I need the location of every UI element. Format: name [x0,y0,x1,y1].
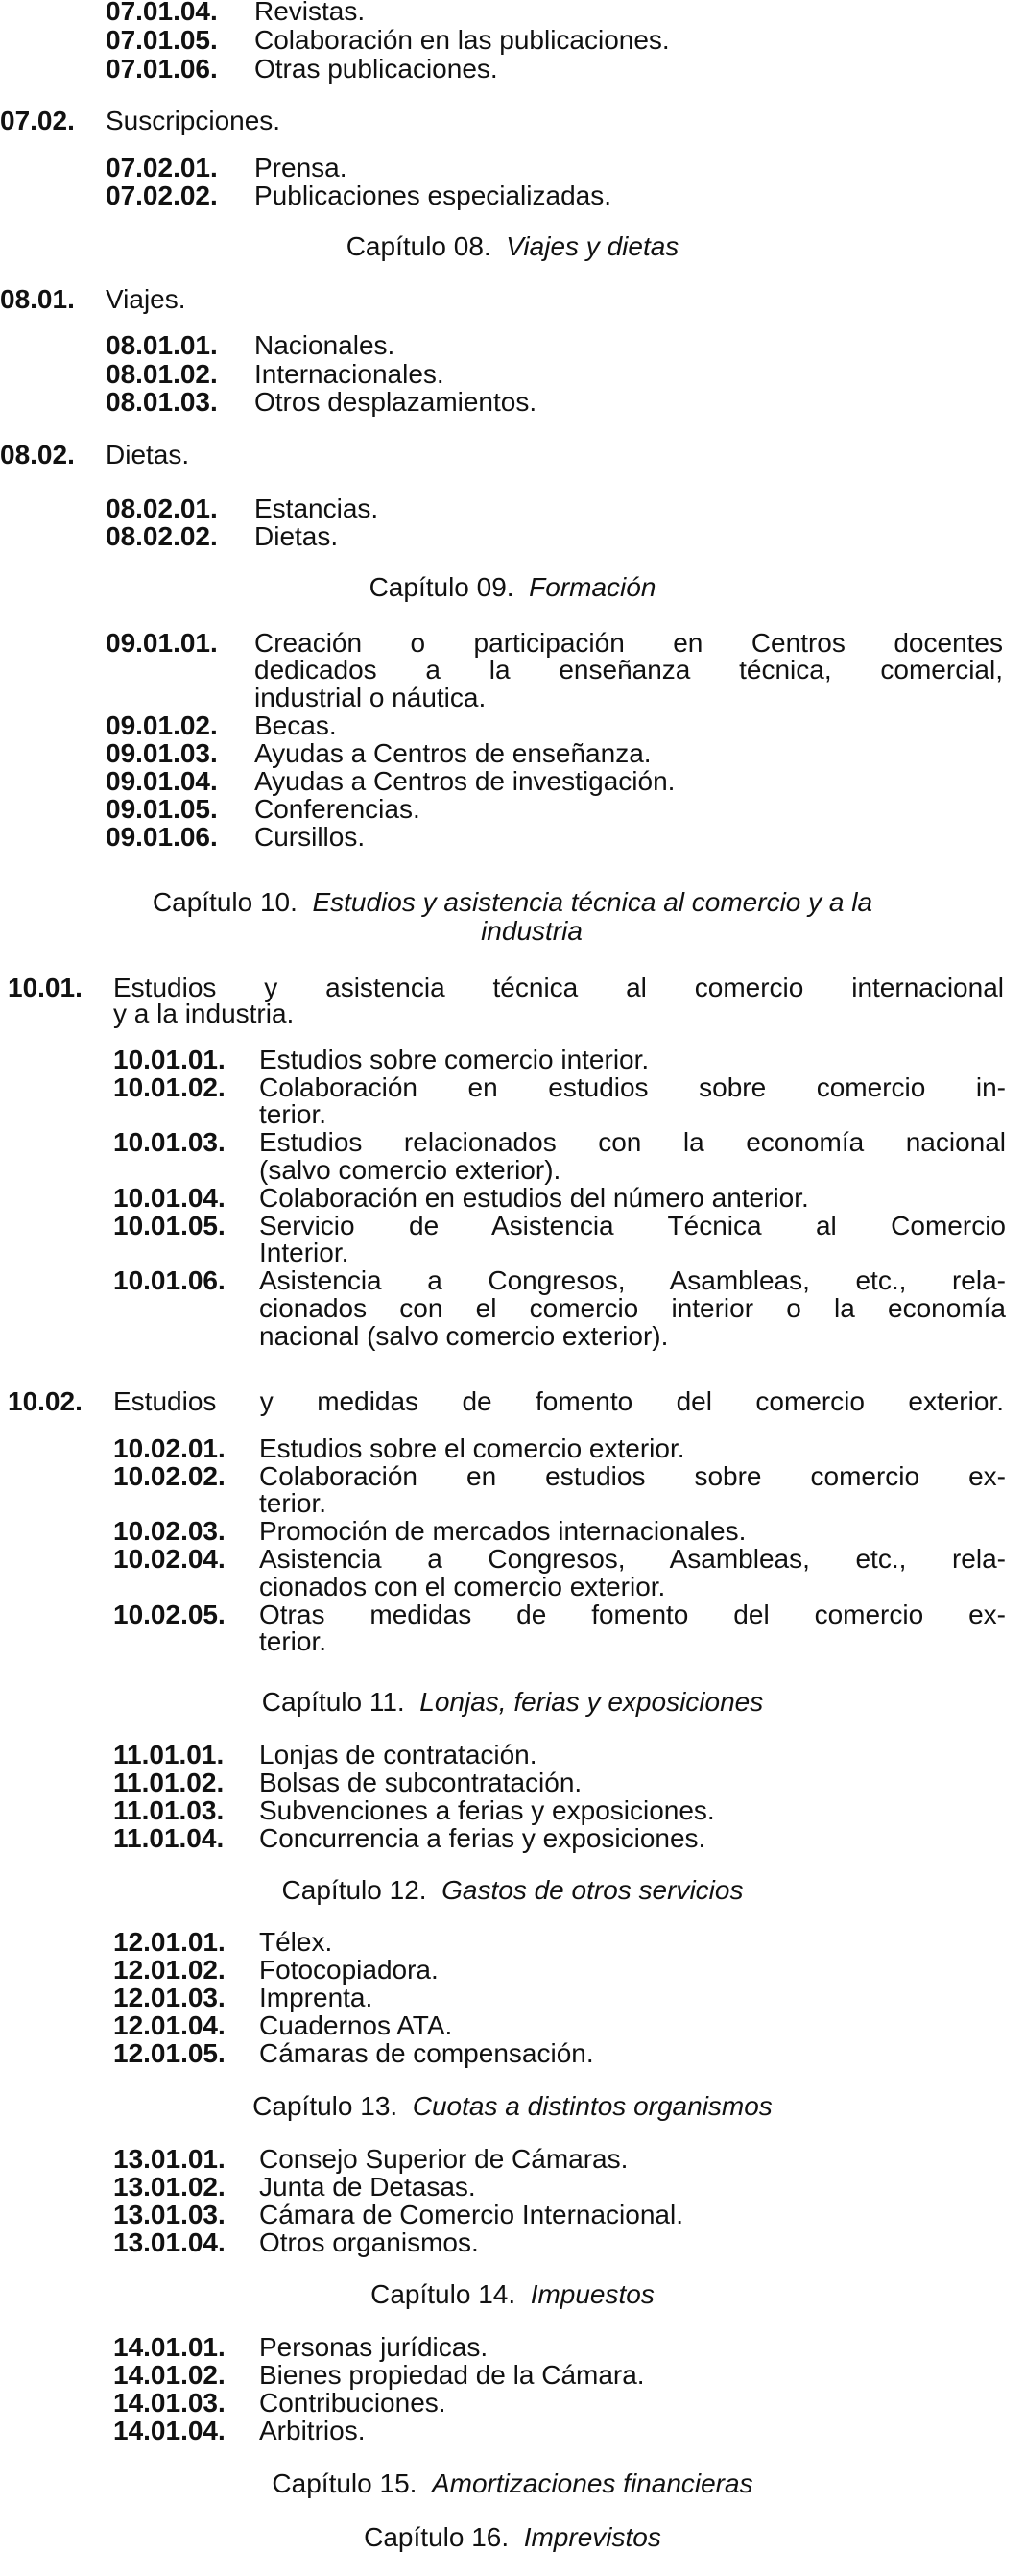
chapter-title-continuation: industria [481,916,583,946]
chapter-title: Capítulo 10. Estudios y asistencia técnica al comercio y a la [152,887,873,917]
chapter-title: Capítulo 11. Lonjas, ferias y exposiciones [261,1687,764,1717]
chapter-title: Capítulo 15. Amortizaciones financieras [272,2468,753,2498]
chapter-title: Capítulo 12. Gastos de otros servicios [281,1875,744,1905]
chapter-title: Capítulo 16. Imprevistos [364,2522,661,2552]
chapter-title: Capítulo 08. Viajes y dietas [346,231,679,261]
document-page: 07.01.04. Revistas. 07.01.05. Colaboración en las publicaciones. 07.01.06. Otras publicaciones. 07.02. Suscripciones. 07.02.01. Prensa. 07.02.02. Publicaciones especializadas. Capítulo 08. Viajes y dietas 08.01. Viajes. 08.01.01. Nacionales. 08.01.02. Internacionales. 08.01.03. Otros desplazamientos. 08.02. Dietas. 08.02.01. Estancias. 08.02.02. Dietas. Capítulo 09. Formación 09.01.01. Creación o participación en Centros docentes dedicados a la enseñanza técnica, comercial, industrial o náutica. 09.01.02. Becas. 09.01.03. Ayudas a Centros de enseñanza. 09.01.04. Ayudas a Centros de investigación. 09.01.05. Conferencias. 09.01.06. Cursillos. Capítulo 10. Estudios y asistencia técnica al comercio y a la industria 10.01. Estudios y asistencia técnica al comercio internacional y a la industria. 10.01.01. Estudios sobre comercio interior. 10.01.02. Colaboración en estudios sobre comercio in- terior. 10.01.03. Estudios relacionados con la economía nacional (salvo comercio exterior). 10.01.04. Colaboración en estudios del número anterior. 10.01.05. Servicio de Asistencia Técnica al Comercio Interior. 10.01.06. Asistencia a Congresos, Asambleas, etc., rela- cionados con el comercio interior o la economía nacional (salvo comercio exterior). 10.02. Estudios y medidas de fomento del comercio exterior. 10.02.01. Estudios sobre el comercio exterior. 10.02.02. Colaboración en estudios sobre comercio ex- terior. 10.02.03. Promoción de mercados internacionales. 10.02.04. Asistencia a Congresos, Asambleas, etc., rela- cionados con el comercio exterior. 10.02.05. Otras medidas de fomento del comercio ex- terior. Capítulo 11. Lonjas, ferias y exposiciones 11.01.01. Lonjas de contratación. 11.01.02. Bolsas de subcontratación. 11.01.03. Subvenciones a ferias y exposiciones. 11.01.04. Concurrencia a ferias y exposiciones. Capítulo 12. Gastos de otros servicios 12.01.01. Télex. 12.01.02. Fotocopiadora. 12.01.03. Imprenta. 12.01.04. Cuadernos ATA. 12.01.05. Cámaras de compensación. Capítulo 13. Cuotas a distintos organismos 13.01.01. Consejo Superior de Cámaras. 13.01.02. Junta de Detasas. 13.01.03. Cámara de Comercio Internacional. 13.01.04. Otros organismos. Capítulo 14. Impuestos 14.01.01. Personas jurídicas. 14.01.02. Bienes propiedad de la Cámara. 14.01.03. Contribuciones. 14.01.04. Arbitrios. Capítulo 15. Amortizaciones financieras Capítulo 16. Imprevistos [0,0,1025,2576]
chapter-title: Capítulo 13. Cuotas a distintos organismos [252,2091,773,2121]
chapter-title: Capítulo 09. Formación [369,572,656,602]
chapter-title: Capítulo 14. Impuestos [370,2279,655,2309]
